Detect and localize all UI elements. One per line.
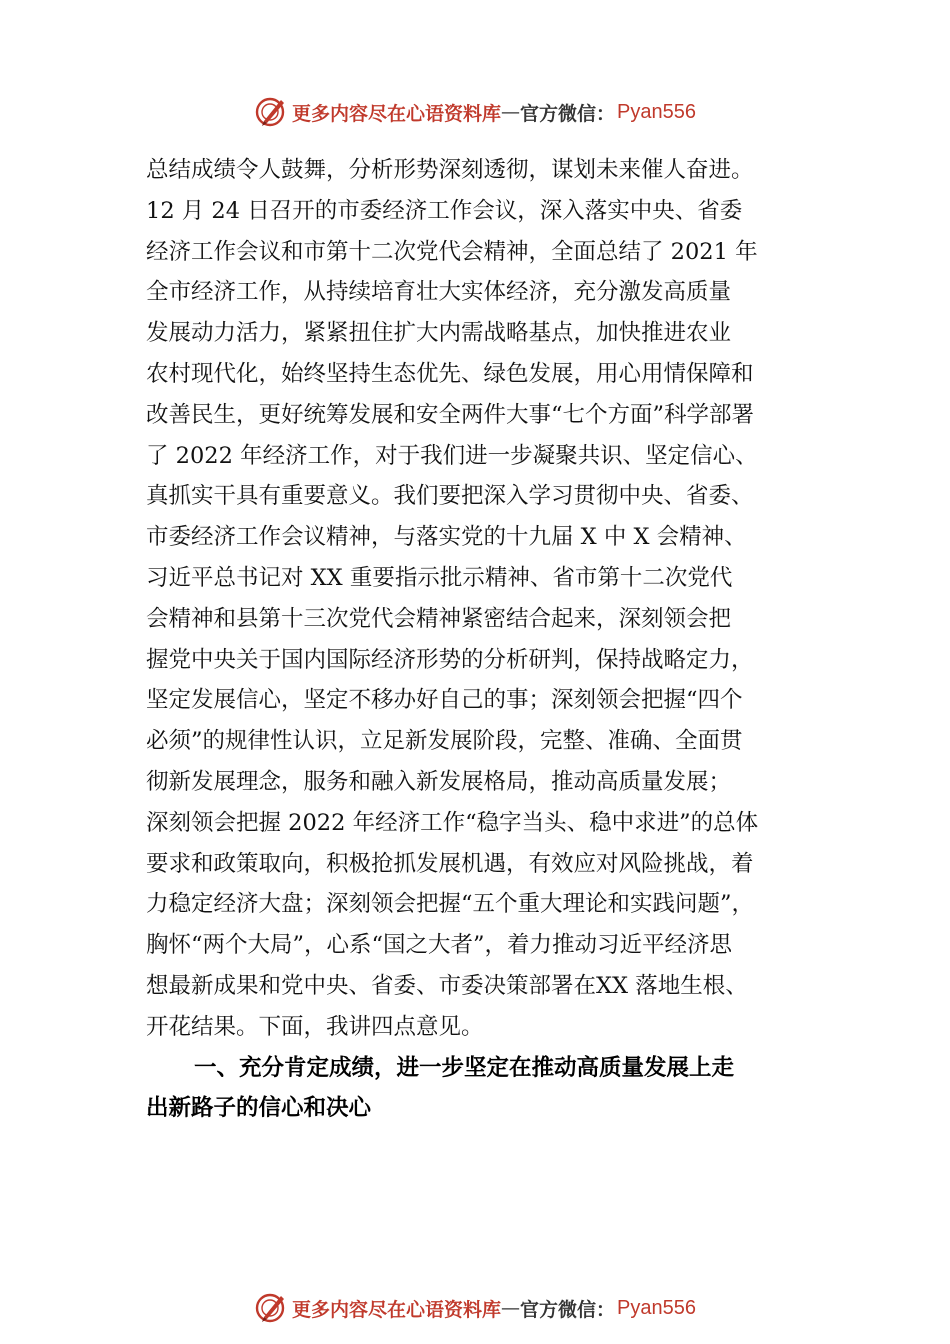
paragraph-line: 全市经济工作，从持续培育壮大实体经济，充分激发高质量	[146, 279, 732, 306]
paragraph-line: 发展动力活力，紧紧扭住扩大内需战略基点，加快推进农业	[146, 320, 732, 347]
banner-title: 更多内容尽在心语资料库	[292, 1298, 502, 1321]
paragraph-line: 握党中央关于国内国际经济形势的分析研判，保持战略定力，	[146, 646, 754, 673]
paragraph-line: 必须”的规律性认识，立足新发展阶段，完整、准确、全面贯	[146, 728, 743, 755]
heading-line: 出新路子的信心和决心	[146, 1095, 372, 1122]
paragraph-line: 习近平总书记对 XX 重要指示批示精神、省市第十二次党代	[146, 564, 733, 591]
banner-wechat-label: 官方微信：	[520, 102, 616, 125]
paragraph-line: 农村现代化，始终坚持生态优先、绿色发展，用心用情保障和	[146, 360, 754, 387]
paragraph-line: 坚定发展信心，坚定不移办好自己的事；深刻领会把握“四个	[146, 687, 743, 714]
document-body	[146, 150, 826, 1129]
paragraph-line: 市委经济工作会议精神，与落实党的十九届 X 中 X 会精神、	[146, 524, 747, 551]
paragraph-line: 总结成绩令人鼓舞，分析形势深刻透彻，谋划未来催人奋进。	[146, 157, 754, 183]
pen-quill-icon	[254, 1291, 288, 1325]
header-watermark-banner	[0, 92, 950, 132]
paragraph-line: 经济工作会议和市第十二次党代会精神，全面总结了 2021 年	[146, 238, 758, 265]
banner-dash: —	[501, 1297, 521, 1319]
paragraph-line: 深刻领会把握 2022 年经济工作“稳字当头、稳中求进”的总体	[146, 809, 759, 836]
pen-quill-icon	[254, 95, 288, 129]
paragraph-line: 要求和政策取向，积极抢抓发展机遇，有效应对风险挑战，着	[146, 850, 754, 877]
body-paragraph	[146, 150, 826, 1048]
banner-wechat-label: 官方微信：	[520, 1298, 616, 1321]
banner-wechat-id: Pyan556	[617, 100, 696, 123]
paragraph-line: 胸怀“两个大局”，心系“国之大者”，着力推动习近平经济思	[146, 932, 733, 959]
banner-dash: —	[501, 101, 521, 123]
heading-line: 一、充分肯定成绩，进一步坚定在推动高质量发展上走	[194, 1054, 735, 1081]
paragraph-line: 12 月 24 日召开的市委经济工作会议，深入落实中央、省委	[146, 197, 743, 224]
section-heading	[146, 1048, 826, 1130]
footer-watermark-banner	[0, 1288, 950, 1328]
banner-title: 更多内容尽在心语资料库	[292, 102, 502, 125]
paragraph-line: 了 2022 年经济工作，对于我们进一步凝聚共识、坚定信心、	[146, 442, 758, 469]
paragraph-line: 彻新发展理念，服务和融入新发展格局，推动高质量发展；	[146, 768, 732, 795]
paragraph-line: 想最新成果和党中央、省委、市委决策部署在XX 落地生根、	[146, 972, 748, 999]
paragraph-line: 会精神和县第十三次党代会精神紧密结合起来，深刻领会把	[146, 605, 732, 632]
paragraph-line: 力稳定经济大盘；深刻领会把握“五个重大理论和实践问题”，	[146, 891, 755, 918]
banner-wechat-id: Pyan556	[617, 1296, 696, 1319]
paragraph-line: 真抓实干具有重要意义。我们要把深入学习贯彻中央、省委、	[146, 483, 754, 510]
paragraph-line: 改善民生，更好统筹发展和安全两件大事“七个方面”科学部署	[146, 401, 755, 428]
paragraph-line: 开花结果。下面，我讲四点意见。	[146, 1013, 484, 1040]
